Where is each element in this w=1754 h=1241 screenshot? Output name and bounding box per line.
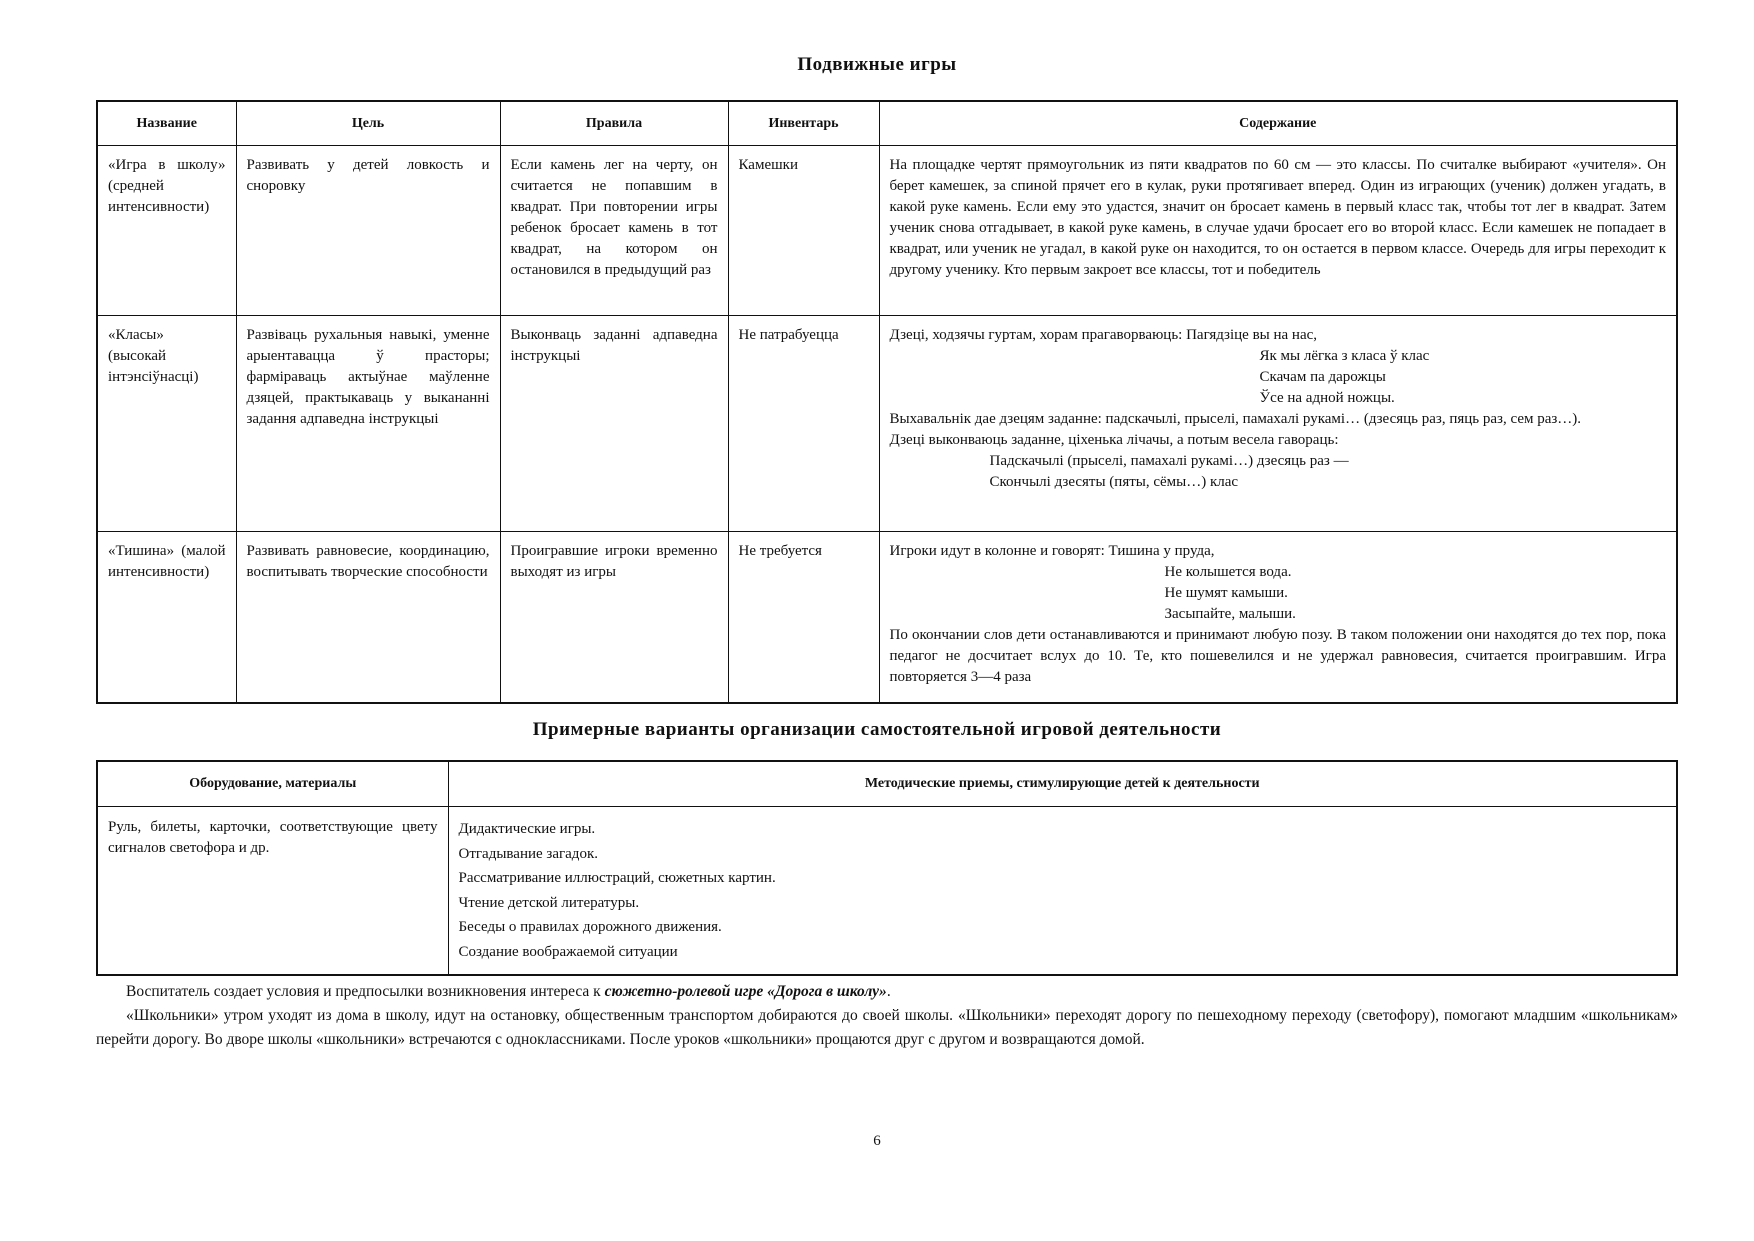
content-line: Игроки идут в колонне и говорят: Тишина у пруда,: [889, 543, 1215, 559]
table-row: [97, 316, 1677, 532]
paragraph: [96, 980, 1678, 1004]
method-item: Создание воображаемой ситуации: [458, 943, 678, 960]
page-number: 6: [873, 1133, 881, 1149]
method-item: Чтение детской литературы.: [458, 894, 640, 911]
method-item: Дидактические игры.: [458, 821, 596, 837]
verse-line: Скачам па дарожцы: [1259, 369, 1386, 385]
game-content: [879, 146, 1677, 316]
game-rules: Если камень лег на черту, он считается не попавшим в квадрат. При повторении игры ребенок бросает камень в тот квадрат, на котором он остановился в предыдущий раз: [500, 146, 728, 316]
game-goal: Развивать равновесие, координацию, воспитывать творческие способности: [236, 532, 500, 704]
method-item: Рассматривание иллюстраций, сюжетных картин.: [458, 870, 776, 886]
emphasis-text: сюжетно-ролевой игре «Дорога в школу»: [604, 983, 887, 1000]
content-line: Выхавальнік дае дзецям заданне: падскачылі, прыселі, памахалі рукамі… (дзесяць раз, пяць раз, сем раз…).: [889, 411, 1582, 427]
header-rules: Правила: [500, 101, 728, 146]
header-methods: Методические приемы, стимулирующие детей к деятельности: [448, 761, 1677, 807]
verse-line: Падскачылі (прыселі, памахалі рукамі…) дзесяць раз —: [989, 453, 1349, 469]
verse-line: Ўсе на адной ножцы.: [1259, 390, 1395, 406]
game-name: «Тишина» (малой интенсивности): [97, 532, 236, 704]
game-inventory: Не патрабуецца: [728, 316, 879, 532]
table-row: [97, 532, 1677, 704]
games-table: [96, 100, 1678, 704]
game-content: [879, 316, 1677, 532]
game-name: «Класы» (высокай інтэнсіўнасці): [97, 316, 236, 532]
table-header-row: [97, 761, 1677, 807]
methods-cell: [448, 807, 1677, 976]
header-name: Название: [97, 101, 236, 146]
page-title: Подвижные игры: [797, 54, 957, 75]
method-item: Отгадывание загадок.: [458, 845, 598, 862]
paragraph: «Школьники» утром уходят из дома в школу, идут на остановку, общественным транспортом добираются до своей школы. «Школьники» переходят дорогу по пешеходному переходу (светофору), помогают младшим «школьникам» перейти дорогу. Во дворе школы «школьники» встречаются с одноклассниками. После уроков «школьники» прощаются друг с другом и возвращаются домой.: [96, 1007, 1678, 1048]
table-row: [97, 807, 1677, 976]
organization-table: [96, 760, 1678, 976]
game-goal: Развіваць рухальныя навыкі, уменне арыентавацца ў прасторы; фарміраваць актыўнае маўленне дзяцей, практыкаваць у выкананні задання адпаведна інструкцыі: [236, 316, 500, 532]
paragraph-end: .: [886, 983, 891, 1000]
verse-line: Скончылі дзесяты (пяты, сёмы…) клас: [989, 474, 1239, 490]
method-item: Беседы о правилах дорожного движения.: [458, 919, 722, 935]
paragraph-text: Воспитатель создает условия и предпосылки возникновения интереса к: [126, 983, 605, 1000]
header-inventory: Инвентарь: [728, 101, 879, 146]
materials-cell: Руль, билеты, карточки, соответствующие цвету сигналов светофора и др.: [97, 807, 448, 976]
content-line: По окончании слов дети останавливаются и принимают любую позу. В таком положении они находятся до тех пор, пока педагог не досчитает вслух до 10. Те, кто пошевелился и не удержал равновесия, считается проигравшим. Игра повторяется 3—4 раза: [889, 627, 1666, 685]
header-materials: Оборудование, материалы: [97, 761, 448, 807]
table-row: [97, 146, 1677, 316]
content-line: Дзеці, ходзячы гуртам, хорам прагаворваюць: Пагядзіце вы на нас,: [889, 327, 1318, 343]
content-line: Дзеці выконваюць заданне, ціхенька лічачы, а потым весела гавораць:: [889, 432, 1339, 448]
game-name: «Игра в школу» (средней интенсивности): [97, 146, 236, 316]
verse-line: Як мы лёгка з класа ў клас: [1259, 348, 1430, 364]
section-title: Примерные варианты организации самостоятельной игровой деятельности: [532, 719, 1222, 740]
verse-line: Засыпайте, малыши.: [1164, 606, 1296, 622]
game-inventory: Не требуется: [728, 532, 879, 704]
header-goal: Цель: [236, 101, 500, 146]
header-content: Содержание: [879, 101, 1677, 146]
game-rules: Выконваць заданні адпаведна інструкцыі: [500, 316, 728, 532]
body-text: [96, 980, 1678, 1052]
game-inventory: Камешки: [728, 146, 879, 316]
table-header-row: [97, 101, 1677, 146]
content-line: На площадке чертят прямоугольник из пяти квадратов по 60 см — это классы. По считалке выбирают «учителя». Он берет камешек, за спиной прячет его в кулак, руки протягивает вперед. Один из играющих (ученик) должен угадать, в какой руке камень. Если ему это удастся, значит он бросает камень в первый класс так, чтобы тот лег в квадрат. Затем ученик снова отгадывает, в какой руке камень, в случае удачи бросает его во второй класс. Если камешек не попадает в квадрат, или ученик не угадал, в какой руке он находится, то он остается в первом классе. Очередь для игры переходит к другому ученику. Кто первым закроет все классы, тот и победитель: [889, 157, 1666, 278]
game-rules: Проигравшие игроки временно выходят из игры: [500, 532, 728, 704]
game-content: [879, 532, 1677, 704]
verse-line: Не шумят камыши.: [1164, 585, 1288, 601]
verse-line: Не колышется вода.: [1164, 564, 1292, 580]
game-goal: Развивать у детей ловкость и сноровку: [236, 146, 500, 316]
